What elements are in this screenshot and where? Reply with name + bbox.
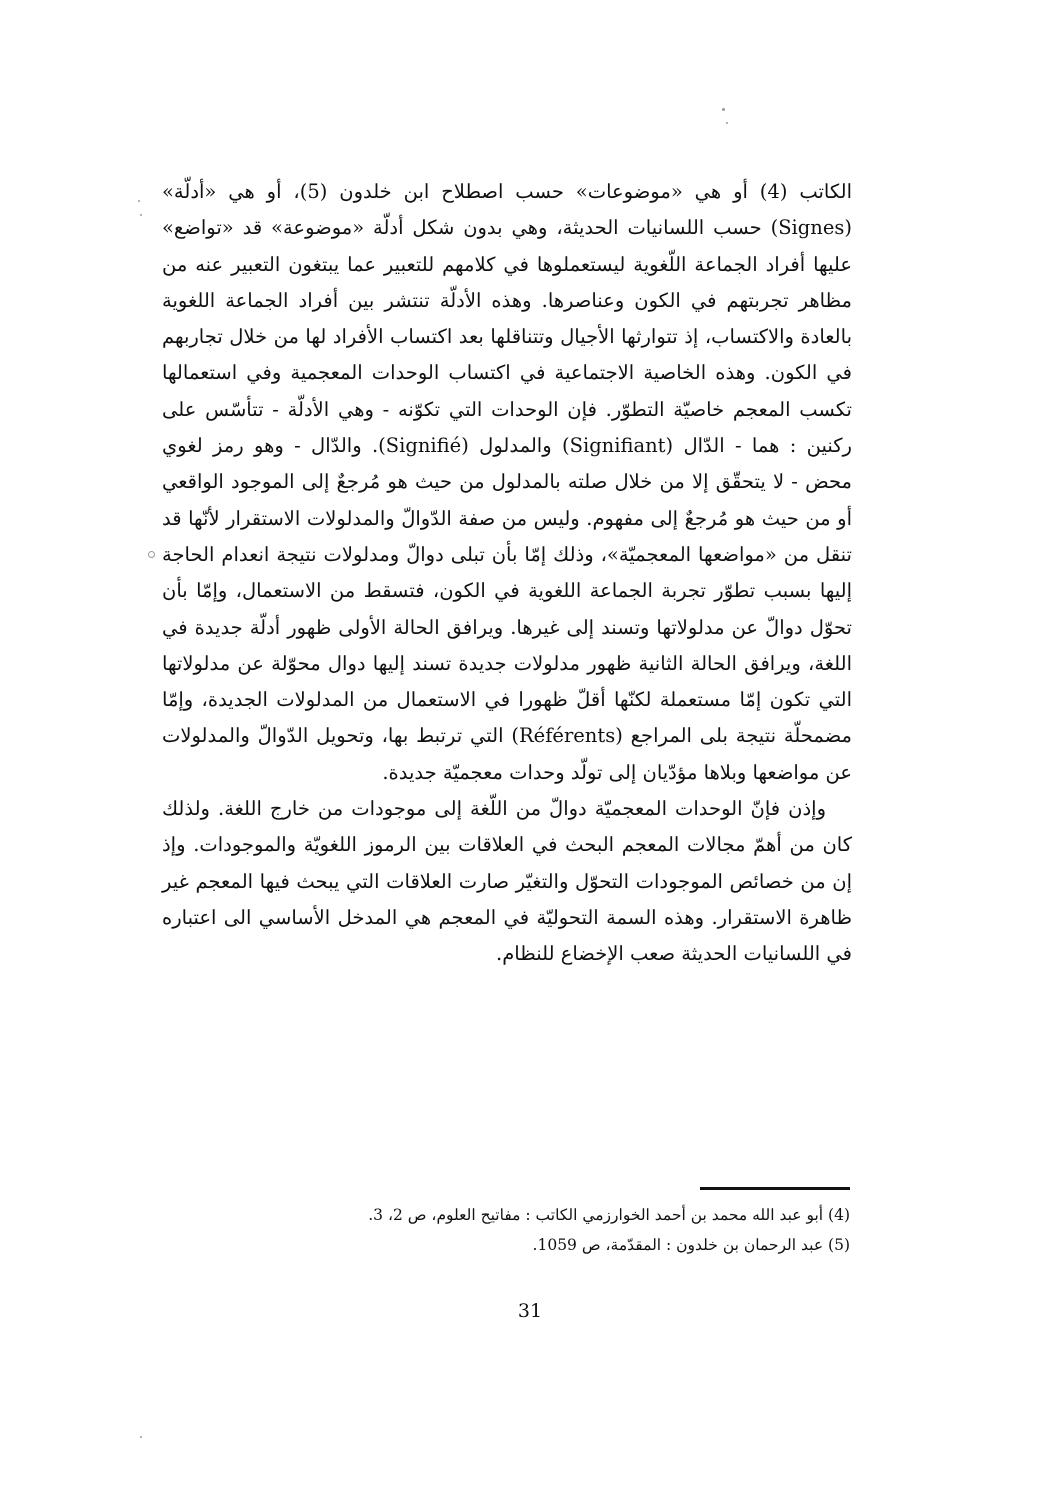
page-number: 31 [517, 1300, 543, 1322]
footnote-4: (4) أبو عبد الله محمد بن أحمد الخوارزمي الكاتب : مفاتيح العلوم، ص 2، 3. [368, 1206, 850, 1224]
scan-speck [726, 122, 728, 124]
footnotes [300, 1200, 850, 1260]
scan-speck [722, 108, 725, 111]
scan-speck [148, 551, 155, 558]
paragraph-1: الكاتب (4) أو هي «موضوعات» حسب اصطلاح ابن خلدون (5)، أو هي «أدلّة» (Signes) حسب اللسانيات الحديثة، وهي بدون شكل أدلّة «موضوعة» قد «تواضع» عليها أفراد الجماعة اللّغوية ليستعملوها في كلامهم للتعبير عما يبتغون التعبير عنه من مظاهر تجربتهم في الكون وعناصرها. وهذه الأدلّة تنتشر بين أفراد الجماعة اللغوية بالعادة والاكتساب، إذ تتوارثها الأجيال وتتناقلها بعد اكتساب الأفراد لها من خلال تجاربهم في الكون. وهذه الخاصية الاجتماعية في اكتساب الوحدات المعجمية وفي استعمالها تكسب المعجم خاصيّة التطوّر. فإن الوحدات التي تكوّنه - وهي الأدلّة - تتأسّس على ركنين : هما - الدّال (Signifiant) والمدلول (Signifié). والدّال - وهو رمز لغوي محض - لا يتحقّق إلا من خلال صلته بالمدلول من حيث هو مُرجعٌ إلى الموجود الواقعي أو من حيث هو مُرجعٌ إلى مفهوم. وليس من صفة الدّوالّ والمدلولات الاستقرار لأنّها قد تنقل من «مواضعها المعجميّة»، وذلك إمّا بأن تبلى دوالّ ومدلولات نتيجة انعدام الحاجة إليها بسبب تطوّر تجربة الجماعة اللغوية في الكون، فتسقط من الاستعمال، وإمّا بأن تحوّل دوالّ عن مدلولاتها وتسند إلى غيرها. ويرافق الحالة الأولى ظهور أدلّة جديدة في اللغة، ويرافق الحالة الثانية ظهور مدلولات جديدة تسند إليها دوال محوّلة عن مدلولاتها التي تكون إمّا مستعملة لكنّها أقلّ ظهورا في الاستعمال من المدلولات الجديدة، وإمّا مضمحلّة نتيجة بلى المراجع (Référents) التي ترتبط بها، وتحويل الدّوالّ والمدلولات عن مواضعها وبلاها مؤدّيان إلى تولّد وحدات معجميّة جديدة. [162, 180, 852, 784]
footnote-separator [700, 1187, 850, 1190]
paragraph-2: وإذن فإنّ الوحدات المعجميّة دوالّ من اللّغة إلى موجودات من خارج اللغة. ولذلك كان من أهمّ مجالات المعجم البحث في العلاقات بين الرموز اللغويّة والموجودات. وإذ إن من خصائص الموجودات التحوّل والتغيّر صارت العلاقات التي يبحث فيها المعجم غير ظاهرة الاستقرار. وهذه السمة التحوليّة في المعجم هي المدخل الأساسي الى اعتباره في اللسانيات الحديثة صعب الإخضاع للنظام. [162, 797, 852, 966]
scan-speck [140, 1436, 142, 1438]
scan-speck [138, 200, 140, 202]
footnote-5: (5) عبد الرحمان بن خلدون : المقدّمة، ص 1059. [532, 1236, 850, 1254]
scan-speck [140, 214, 142, 216]
main-text [162, 174, 852, 973]
